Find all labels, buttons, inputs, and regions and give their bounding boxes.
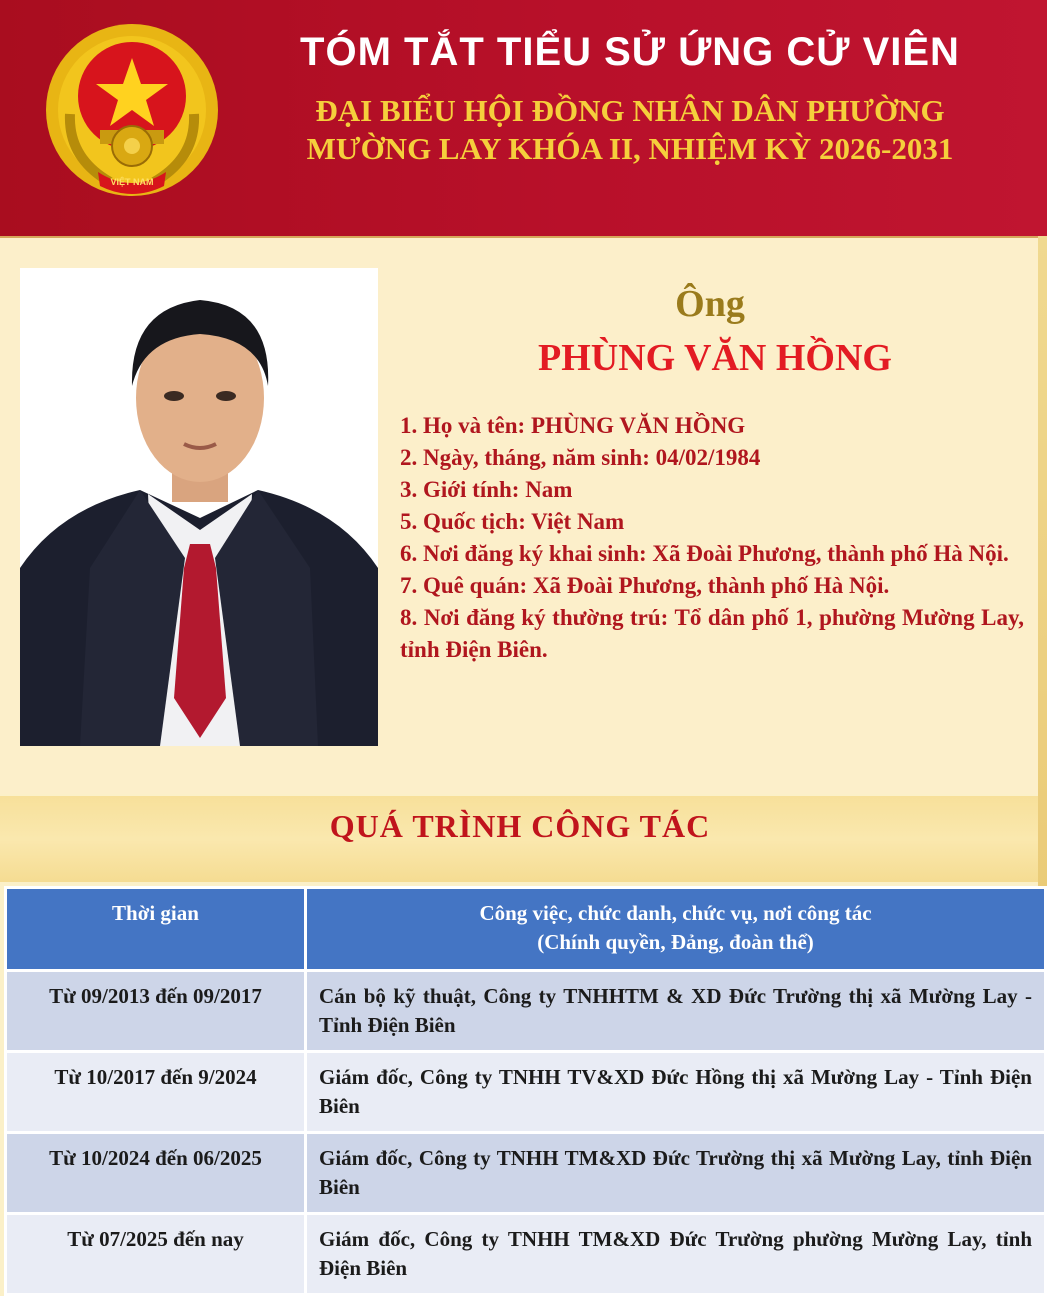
fact-birth-registration: 6. Nơi đăng ký khai sinh: Xã Đoài Phương, thành phố Hà Nội.: [400, 541, 1009, 566]
column-header-work-line-1: Công việc, chức danh, chức vụ, nơi công tác: [479, 901, 872, 925]
row-work: Giám đốc, Công ty TNHH TV&XD Đức Hồng thị xã Mường Lay - Tỉnh Điện Biên: [306, 1052, 1046, 1133]
candidate-photo: [20, 268, 378, 746]
national-emblem-icon: [40, 18, 224, 202]
table-row: [6, 1214, 1046, 1295]
fact-permanent-residence: 8. Nơi đăng ký thường trú: Tổ dân phố 1, phường Mường Lay, tỉnh Điện Biên.: [400, 605, 1024, 662]
row-work: Giám đốc, Công ty TNHH TM&XD Đức Trường phường Mường Lay, tỉnh Điện Biên: [306, 1214, 1046, 1295]
fact-gender: 3. Giới tính: Nam: [400, 477, 573, 502]
column-header-time: Thời gian: [6, 888, 306, 971]
row-time: Từ 07/2025 đến nay: [6, 1214, 306, 1295]
column-header-work-line-2: (Chính quyền, Đảng, đoàn thể): [537, 930, 814, 954]
subtitle-line-2: MƯỜNG LAY KHÓA II, NHIỆM KỲ 2026-2031: [306, 131, 954, 166]
career-table-wrapper: [4, 886, 1047, 1296]
row-time: Từ 10/2024 đến 06/2025: [6, 1133, 306, 1214]
row-time: Từ 10/2017 đến 9/2024: [6, 1052, 306, 1133]
candidate-facts-list: [400, 410, 1024, 666]
row-work: Cán bộ kỹ thuật, Công ty TNHHTM & XD Đức Trường thị xã Mường Lay - Tỉnh Điện Biên: [306, 971, 1046, 1052]
fact-hometown: 7. Quê quán: Xã Đoài Phương, thành phố Hà Nội.: [400, 573, 890, 598]
fact-full-name: 1. Họ và tên: PHÙNG VĂN HỒNG: [400, 413, 746, 438]
table-row: [6, 971, 1046, 1052]
page-subtitle: [250, 92, 1010, 168]
table-row: [6, 1052, 1046, 1133]
table-row: [6, 1133, 1046, 1214]
career-table: [4, 886, 1047, 1296]
row-time: Từ 09/2013 đến 09/2017: [6, 971, 306, 1052]
career-table-header: [6, 888, 1046, 971]
fact-birth-date: 2. Ngày, tháng, năm sinh: 04/02/1984: [400, 445, 761, 470]
fact-nationality: 5. Quốc tịch: Việt Nam: [400, 509, 625, 534]
emblem-banner-text: VIỆT NAM: [110, 177, 154, 187]
candidate-name: PHÙNG VĂN HỒNG: [538, 337, 892, 379]
row-work: Giám đốc, Công ty TNHH TM&XD Đức Trường thị xã Mường Lay, tỉnh Điện Biên: [306, 1133, 1046, 1214]
page-title: TÓM TẮT TIỂU SỬ ỨNG CỬ VIÊN: [300, 30, 960, 74]
career-section-title: QUÁ TRÌNH CÔNG TÁC: [329, 808, 711, 844]
column-header-work: [306, 888, 1046, 971]
subtitle-line-1: ĐẠI BIỂU HỘI ĐỒNG NHÂN DÂN PHƯỜNG: [315, 93, 945, 128]
candidate-honorific: Ông: [675, 283, 745, 325]
